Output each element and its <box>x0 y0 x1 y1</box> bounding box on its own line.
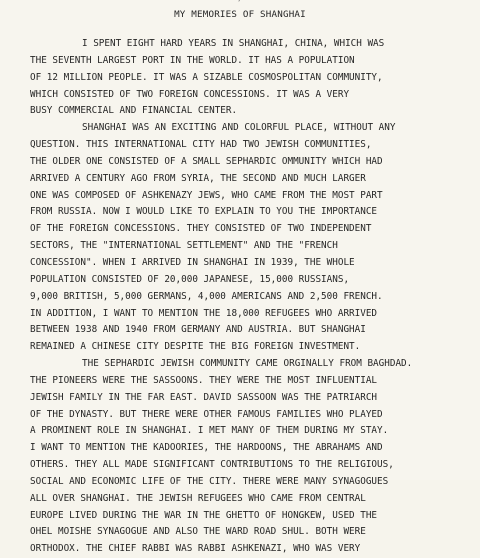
document-body <box>30 36 470 558</box>
text-line: THE OLDER ONE CONSISTED OF A SMALL SEPHARDIC OMMUNITY WHICH HAD <box>30 155 383 167</box>
text-line: FROM RUSSIA. NOW I WOULD LIKE TO EXPLAIN TO YOU THE IMPORTANCE <box>30 206 378 218</box>
text-line: OHEL MOISHE SYNAGOGUE AND ALSO THE WARD ROAD SHUL. BOTH WERE <box>30 526 366 538</box>
text-line: ORTHODOX. THE CHIEF RABBI WAS RABBI ASHKENAZI, WHO WAS VERY <box>30 543 361 555</box>
text-line: JEWISH FAMILY IN THE FAR EAST. DAVID SASSOON WAS THE PATRIARCH <box>30 391 378 403</box>
text-line: SHANGHAI WAS AN EXCITING AND COLORFUL PLACE, WITHOUT ANY <box>82 122 396 134</box>
stray-mark-icon: ʼ <box>238 0 241 7</box>
text-line: BUSY COMMERCIAL AND FINANCIAL CENTER. <box>30 105 238 117</box>
text-line: ONE WAS COMPOSED OF ASHKENAZY JEWS, WHO CAME FROM THE MOST PART <box>30 189 383 201</box>
text-line: I SPENT EIGHT HARD YEARS IN SHANGHAI, CHINA, WHICH WAS <box>82 38 385 49</box>
text-line: WHICH CONSISTED OF TWO FOREIGN CONCESSIONS. IT WAS A VERY <box>30 88 350 100</box>
text-line: QUESTION. THIS INTERNATIONAL CITY HAD TWO JEWISH COMMUNITIES, <box>30 139 372 151</box>
text-line: OF 12 MILLION PEOPLE. IT WAS A SIZABLE COSMOSPOLITAN COMMUNITY, <box>30 71 383 83</box>
text-line: I WANT TO MENTION THE KADOORIES, THE HARDOONS, THE ABRAHAMS AND <box>30 442 383 454</box>
text-line: SOCIAL AND ECONOMIC LIFE OF THE CITY. THERE WERE MANY SYNAGOGUES <box>30 475 389 487</box>
text-line: BETWEEN 1938 AND 1940 FROM GERMANY AND AUSTRIA. BUT SHANGHAI <box>30 324 366 336</box>
text-line: CONCESSION". WHEN I ARRIVED IN SHANGHAI IN 1939, THE WHOLE <box>30 256 355 268</box>
text-line: THE SEVENTH LARGEST PORT IN THE WORLD. IT HAS A POPULATION <box>30 54 355 66</box>
text-line: THE PIONEERS WERE THE SASSOONS. THEY WERE THE MOST INFLUENTIAL <box>30 374 378 386</box>
text-line: SECTORS, THE "INTERNATIONAL SETTLEMENT" AND THE "FRENCH <box>30 240 338 252</box>
text-line: POPULATION CONSISTED OF 20,000 JAPANESE, 15,000 RUSSIANS, <box>30 273 350 285</box>
page-title: MY MEMORIES OF SHANGHAI <box>174 9 306 20</box>
text-line: IN ADDITION, I WANT TO MENTION THE 18,000 REFUGEES WHO ARRIVED <box>30 307 378 319</box>
text-line: ALL OVER SHANGHAI. THE JEWISH REFUGEES WHO CAME FROM CENTRAL <box>30 492 366 504</box>
text-line: EUROPE LIVED DURING THE WAR IN THE GHETTO OF HONGKEW, USED THE <box>30 509 378 521</box>
text-line: OF THE FOREIGN CONCESSIONS. THEY CONSISTED OF TWO INDEPENDENT <box>30 223 372 235</box>
text-line: OF THE DYNASTY. BUT THERE WERE OTHER FAMOUS FAMILIES WHO PLAYED <box>30 408 383 420</box>
text-line: 9,000 BRITISH, 5,000 GERMANS, 4,000 AMERICANS AND 2,500 FRENCH. <box>30 290 383 302</box>
text-line: OTHERS. THEY ALL MADE SIGNIFICANT CONTRIBUTIONS TO THE RELIGIOUS, <box>30 459 394 471</box>
text-line: ARRIVED A CENTURY AGO FROM SYRIA, THE SECOND AND MUCH LARGER <box>30 172 366 184</box>
text-line: THE SEPHARDIC JEWISH COMMUNITY CAME ORGINALLY FROM BAGHDAD. <box>82 358 413 370</box>
text-line: REMAINED A CHINESE CITY DESPITE THE BIG FOREIGN INVESTMENT. <box>30 341 361 353</box>
text-line: A PROMINENT ROLE IN SHANGHAI. I MET MANY OF THEM DURING MY STAY. <box>30 425 389 437</box>
